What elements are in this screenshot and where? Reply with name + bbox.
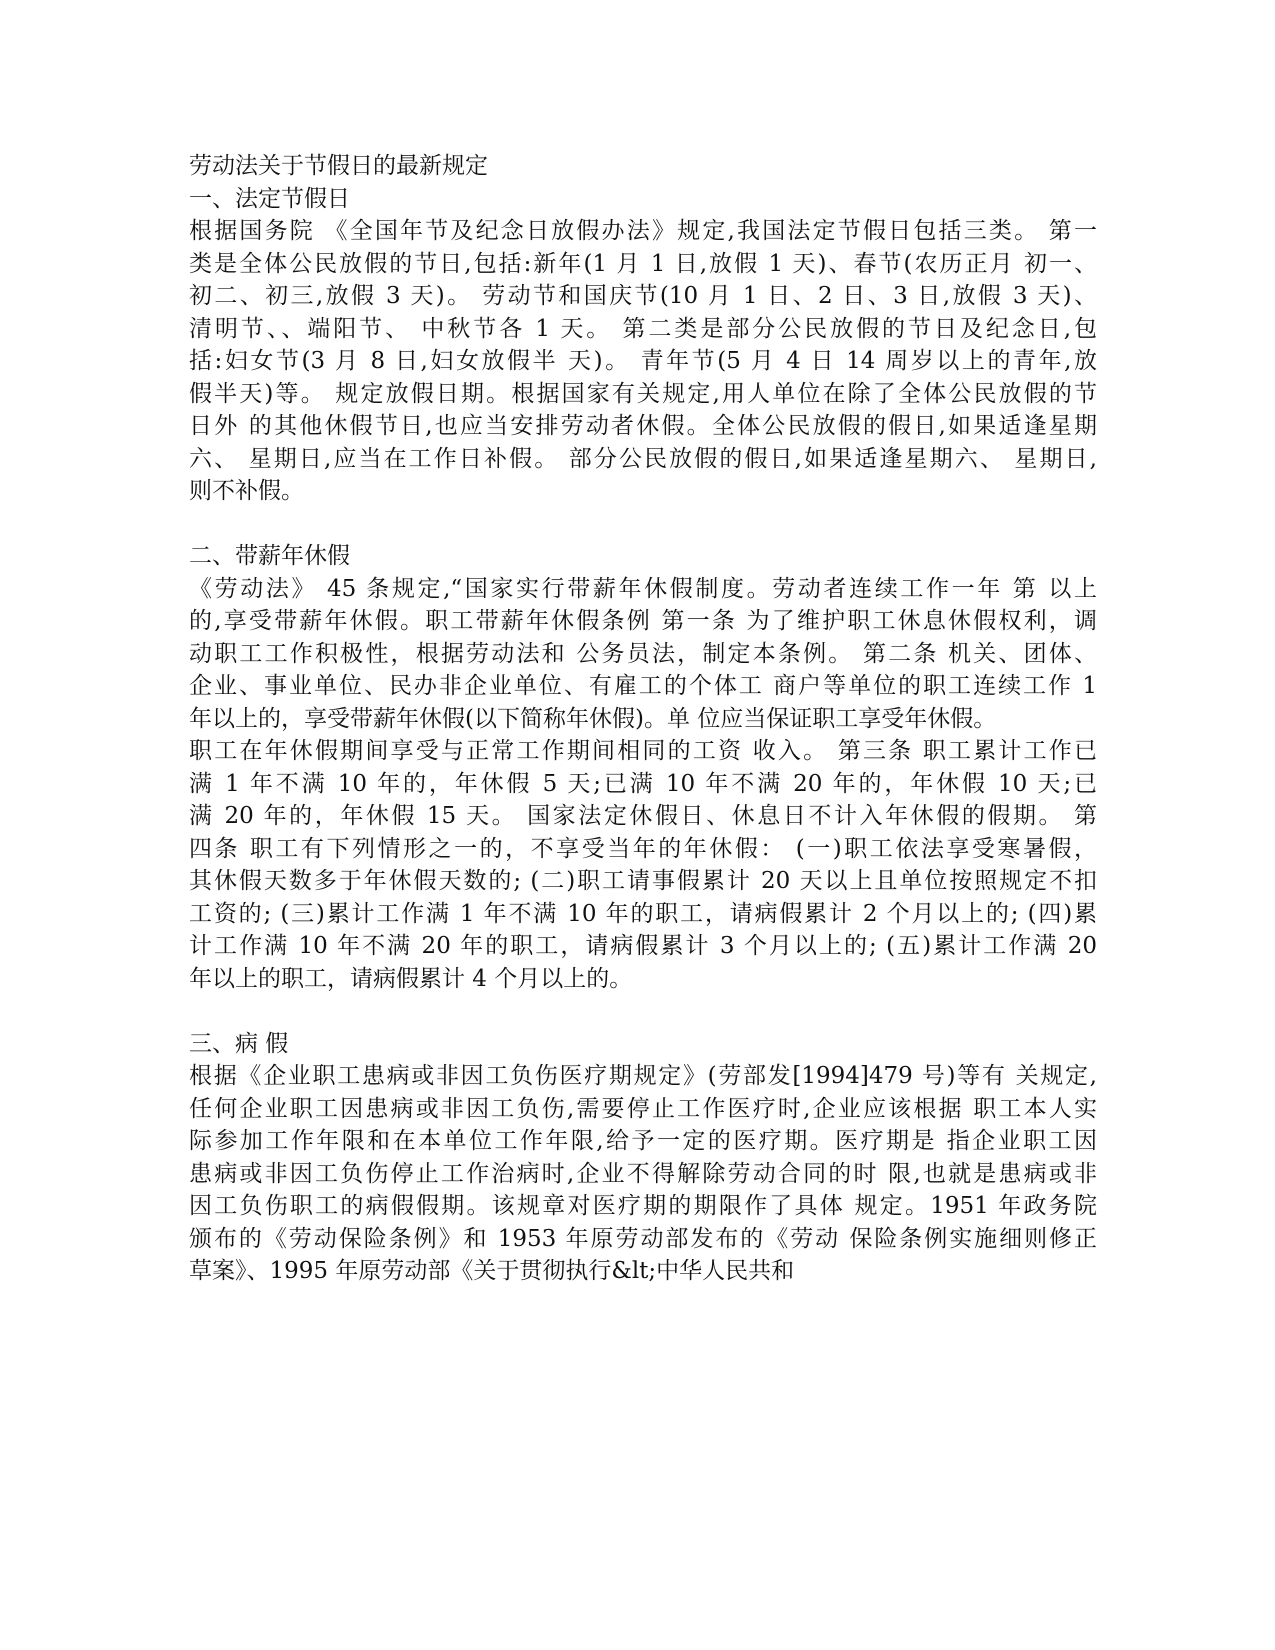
paragraph-line: 年以上的，享受带薪年休假(以下简称年休假)。单 位应当保证职工享受年休假。: [189, 705, 997, 732]
paragraph-line: 类是全体公民放假的节日,包括:新年(1 月 1 日,放假 1 天)、春节(农历正月 初一、: [189, 250, 1097, 277]
paragraph-line: 企业、事业单位、民办非企业单位、有雇工的个体工 商户等单位的职工连续工作 1: [189, 673, 1097, 699]
paragraph-line: 职工在年休假期间享受与正常工作期间相同的工资 收入。 第三条 职工累计工作已: [189, 738, 1097, 764]
document-body: [189, 150, 1097, 1288]
paragraph-line: 满 1 年不满 10 年的，年休假 5 天;已满 10 年不满 20 年的，年休假 10 天;已: [189, 770, 1097, 797]
paragraph-line: 颁布的《劳动保险条例》和 1953 年原劳动部发布的《劳动 保险条例实施细则修正: [189, 1225, 1097, 1252]
section-heading: 三、病 假: [189, 1030, 289, 1057]
paragraph-line: 任何企业职工因患病或非因工负伤,需要停止工作医疗时,企业应该根据 职工本人实: [189, 1095, 1097, 1122]
paragraph-line: 括:妇女节(3 月 8 日,妇女放假半 天)。 青年节(5 月 4 日 14 周岁以上的青年,放: [189, 348, 1097, 374]
paragraph-line: 初二、初三,放假 3 天)。 劳动节和国庆节(10 月 1 日、2 日、3 日,放假 3 天)、: [189, 283, 1097, 309]
paragraph-line: 其休假天数多于年休假天数的; (二)职工请事假累计 20 天以上且单位按照规定不扣: [189, 868, 1097, 894]
paragraph-line: 患病或非因工负伤停止工作治病时,企业不得解除劳动合同的时 限,也就是患病或非: [189, 1160, 1097, 1187]
paragraph-line: 工资的; (三)累计工作满 1 年不满 10 年的职工，请病假累计 2 个月以上的; (四)累: [189, 900, 1097, 927]
paragraph-line: 计工作满 10 年不满 20 年的职工，请病假累计 3 个月以上的; (五)累计工作满 20: [189, 933, 1097, 959]
paragraph-line: 四条 职工有下列情形之一的，不享受当年的年休假： (一)职工依法享受寒暑假，: [189, 835, 1097, 862]
document-title: 劳动法关于节假日的最新规定: [189, 153, 488, 179]
paragraph-line: 根据《企业职工患病或非因工负伤医疗期规定》(劳部发[1994]479 号)等有 关规定,: [189, 1063, 1097, 1089]
section-heading: 二、带薪年休假: [189, 543, 350, 569]
paragraph-line: 则不补假。: [189, 478, 304, 504]
paragraph-line: 六、 星期日,应当在工作日补假。 部分公民放假的假日,如果适逢星期六、 星期日,: [189, 445, 1097, 472]
paragraph-line: 清明节、、端阳节、 中秋节各 1 天。 第二类是部分公民放假的节日及纪念日,包: [189, 315, 1097, 342]
paragraph-line: 动职工工作积极性，根据劳动法和 公务员法，制定本条例。 第二条 机关、团体、: [189, 640, 1097, 667]
paragraph-line: 因工负伤职工的病假假期。该规章对医疗期的期限作了具体 规定。1951 年政务院: [189, 1193, 1097, 1219]
section-heading: 一、法定节假日: [189, 185, 350, 212]
paragraph-line: 际参加工作年限和在本单位工作年限,给予一定的医疗期。医疗期是 指企业职工因: [189, 1128, 1097, 1154]
paragraph-line: 的,享受带薪年休假。职工带薪年休假条例 第一条 为了维护职工休息休假权利，调: [189, 608, 1097, 634]
paragraph-line: 假半天)等。 规定放假日期。根据国家有关规定,用人单位在除了全体公民放假的节: [189, 380, 1097, 407]
paragraph-line: 满 20 年的，年休假 15 天。 国家法定休假日、休息日不计入年休假的假期。 第: [189, 803, 1097, 829]
paragraph-line: 草案》、1995 年原劳动部《关于贯彻执行&lt;中华人民共和: [189, 1258, 795, 1284]
paragraph-line: 根据国务院 《全国年节及纪念日放假办法》规定,我国法定节假日包括三类。 第一: [189, 218, 1097, 244]
paragraph-line: 日外 的其他休假节日,也应当安排劳动者休假。全体公民放假的假日,如果适逢星期: [189, 413, 1097, 439]
section-spacer: [189, 995, 1097, 1028]
paragraph-line: 年以上的职工，请病假累计 4 个月以上的。: [189, 965, 633, 992]
paragraph-line: 《劳动法》 45 条规定,“国家实行带薪年休假制度。劳动者连续工作一年 第 以上: [189, 575, 1097, 602]
section-spacer: [189, 508, 1097, 541]
